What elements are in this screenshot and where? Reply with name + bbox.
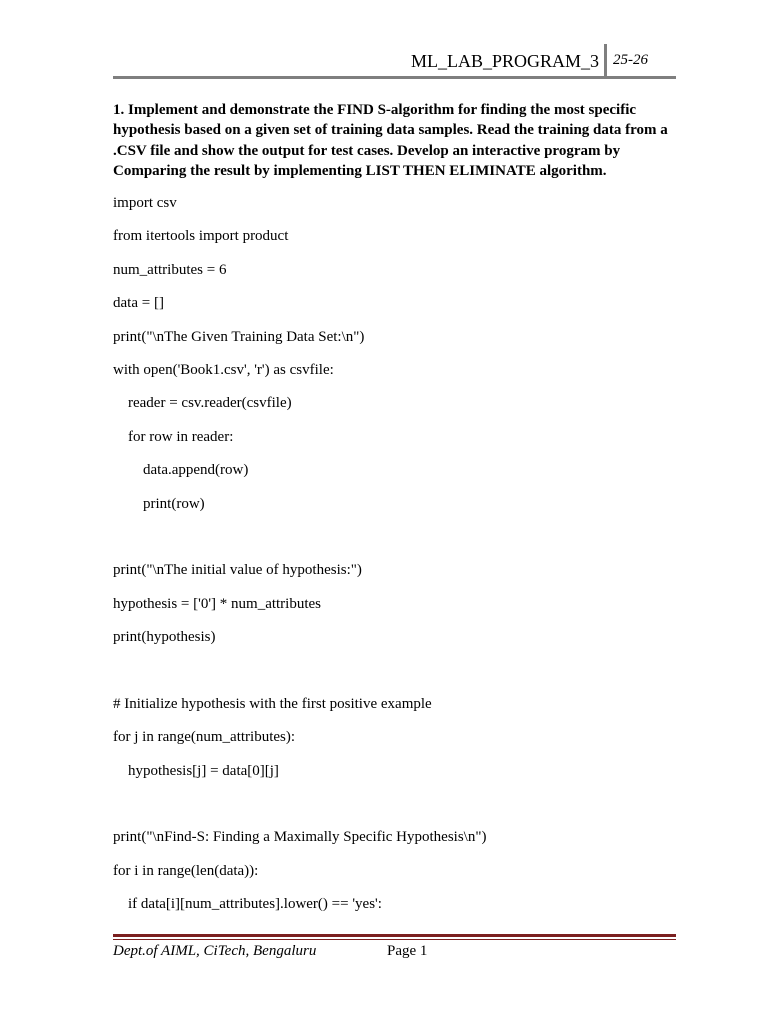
code-line: print("\nThe initial value of hypothesis:") [113, 562, 362, 579]
code-line: reader = csv.reader(csvfile) [113, 395, 292, 412]
code-line: num_attributes = 6 [113, 261, 227, 278]
code-line [113, 526, 673, 559]
code-line: hypothesis = ['0'] * num_attributes [113, 595, 322, 612]
code-line: data.append(row) [113, 462, 249, 479]
document-title: ML_LAB_PROGRAM_3 [410, 51, 599, 71]
footer-rule-thin [113, 939, 676, 940]
code-line: for i in range(len(data)): [113, 862, 259, 879]
code-line: print("\nThe Given Training Data Set:\n") [113, 328, 365, 345]
code-line: from itertools import product [113, 228, 289, 245]
footer-department: Dept.of AIML, CiTech, Bengaluru [113, 943, 317, 959]
code-line: # Initialize hypothesis with the first positive example [113, 695, 432, 712]
code-line: for row in reader: [113, 428, 234, 445]
code-line: import csv [113, 195, 177, 211]
header-separator [604, 44, 607, 77]
code-line [113, 793, 673, 826]
academic-year: 25-26 [613, 52, 648, 68]
code-line: print("\nFind-S: Finding a Maximally Specific Hypothesis\n") [113, 829, 487, 846]
code-block [113, 192, 673, 927]
header-rule [113, 76, 676, 79]
code-line: for j in range(num_attributes): [113, 729, 296, 746]
code-line: data = [] [113, 295, 164, 312]
page-number: Page 1 [387, 943, 428, 959]
code-line: print(hypothesis) [113, 629, 216, 646]
code-line [113, 659, 673, 692]
code-line: print(row) [113, 495, 205, 512]
question-text: 1. Implement and demonstrate the FIND S-algorithm for finding the most specific hypothesis based on a given set of training data samples. Read the training data from a .CSV file and show the output for test cases. Develop an interactive program by Comparing the result by implementing LIST THEN ELIMINATE algorithm. [113, 102, 668, 179]
code-line: if data[i][num_attributes].lower() == 'yes': [113, 896, 382, 913]
footer-rule-thick [113, 934, 676, 937]
code-line: with open('Book1.csv', 'r') as csvfile: [113, 361, 334, 378]
code-line: hypothesis[j] = data[0][j] [113, 762, 279, 779]
